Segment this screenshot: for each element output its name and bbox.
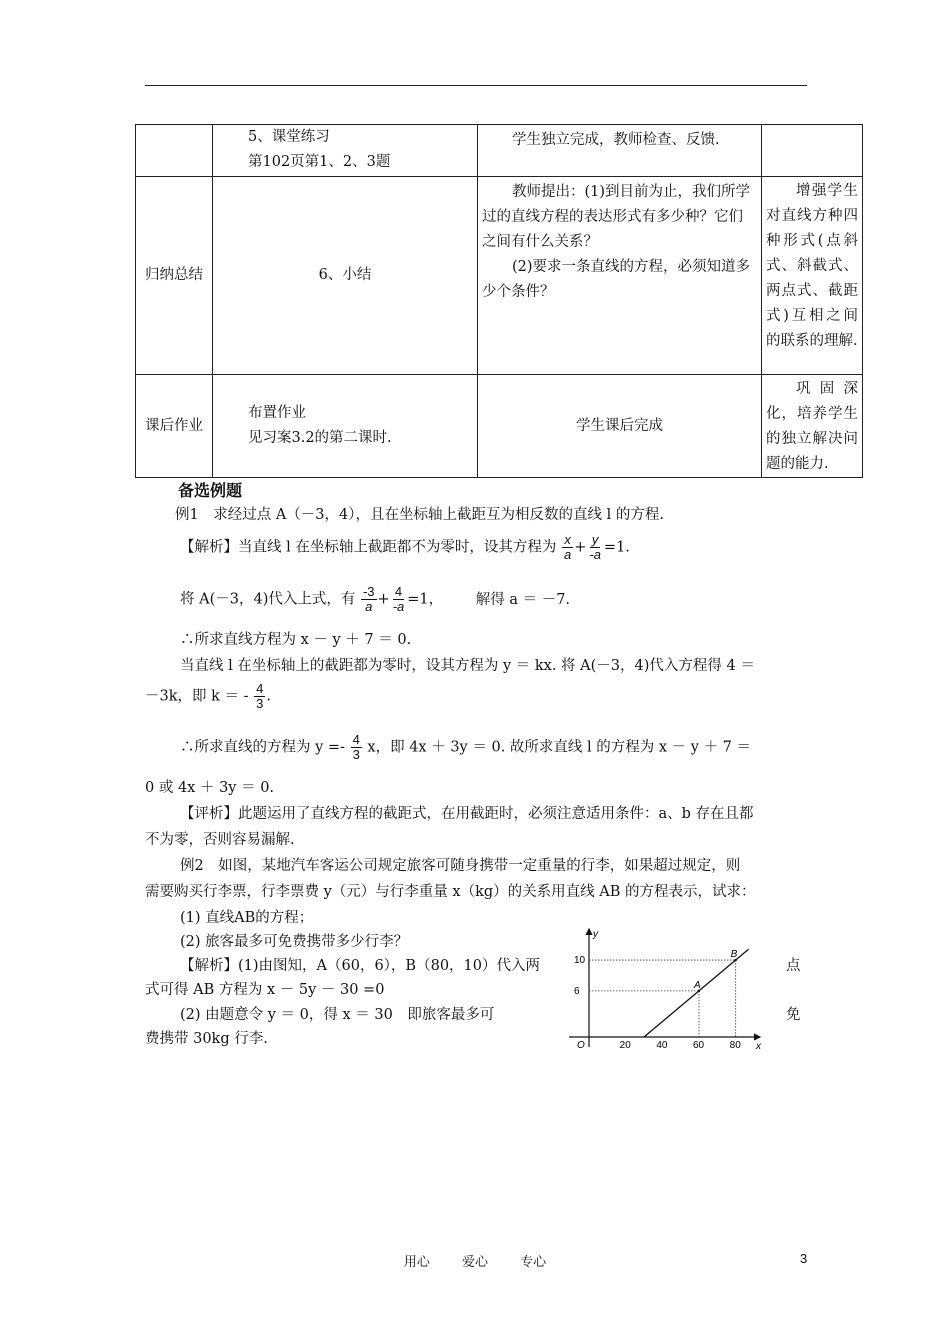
y-axis-label: y xyxy=(593,929,598,940)
summary-question-1: 教师提出：(1)到目前为止，我们所学过的直线方程的表达形式有多少种？它们之间有什么关系？ xyxy=(482,184,751,250)
table-cell xyxy=(213,375,478,478)
summary-title: 6、小结 xyxy=(213,177,478,375)
ex2-answer-1-line2: 式可得 AB 方程为 x － 5y － 30 =0 xyxy=(145,982,385,998)
ex2-answer-2-line1: (2) 由题意令 y ＝ 0，得 x ＝ 30 即旅客最多可 xyxy=(180,1007,495,1023)
y-tick-label: 6 xyxy=(574,985,580,997)
ex1-comment-line1: 【评析】此题运用了直线方程的截距式，在用截距时，必须注意适用条件：a、b 存在且都 xyxy=(180,806,754,822)
section-title: 备选例题 xyxy=(178,481,243,500)
table-cell xyxy=(762,125,863,177)
ex1-comment-line2: 不为零，否则容易漏解. xyxy=(145,832,295,848)
ex1-analysis: 【解析】当直线 l 在坐标轴上截距都不为零时，设其方程为 $\frac{x}{a}$ + $\frac{y}{-a}$ =1. xyxy=(180,532,630,562)
fraction: $\frac{4}{3}$ xyxy=(352,732,360,762)
homework-title: 布置作业 xyxy=(248,405,306,421)
summary-label: 归纳总结 xyxy=(136,177,213,375)
ex1-result-2: ∴所求直线的方程为 y =- $\frac{4}{3}$ x，即 4x ＋ 3y ＝ 0. 故所求直线 l 的方程为 x － y ＋ 7 ＝ xyxy=(180,732,752,762)
ex2-line2: 需要购买行李票，行李票费 y（元）与行李重量 x（kg）的关系用直线 AB 的方程表示，试求： xyxy=(145,884,756,900)
ex1-result-1: ∴所求直线方程为 x － y ＋ 7 ＝ 0. xyxy=(180,632,412,648)
footer-text: 用心 xyxy=(403,1255,430,1270)
fraction: $\frac{4}{3}$ xyxy=(256,681,264,711)
ex2-answer-1-line1: 【解析】(1)由图知，A（60，6），B（80，10）代入两 xyxy=(180,958,540,974)
homework-label: 课后作业 xyxy=(136,375,213,478)
origin-label: O xyxy=(577,1040,585,1051)
fraction: $\frac{4}{-a}$ xyxy=(392,584,405,614)
summary-question-2: (2)要求一条直线的方程，必须知道多少个条件？ xyxy=(482,259,751,300)
table-row xyxy=(136,177,863,375)
luggage-fee-graph xyxy=(565,925,765,1055)
x-tick-label: 80 xyxy=(729,1040,741,1051)
ex1-result-2-line2: 0 或 4x ＋ 3y ＝ 0. xyxy=(145,780,275,796)
footer-text: 爱心 xyxy=(461,1255,488,1270)
summary-purpose: 增强学生对直线方种四种形式(点斜式、斜截式、两点式、截距式)互相之间的联系的理解. xyxy=(766,183,858,349)
ex2-answer-1-right: 点 xyxy=(786,958,801,974)
practice-activity: 学生独立完成，教师检查、反馈. xyxy=(512,132,720,148)
ex2-question-1: (1) 直线AB的方程； xyxy=(180,910,314,926)
homework-purpose: 巩固深化，培养学生的独立解决问题的能力. xyxy=(766,381,858,472)
table-cell xyxy=(762,177,863,375)
footer-text: 专心 xyxy=(520,1255,547,1270)
table-cell xyxy=(213,125,478,177)
practice-pages: 第102页第1、2、3题 xyxy=(248,154,391,170)
ex2-question-2: (2) 旅客最多可免费携带多少行李？ xyxy=(180,934,409,950)
x-axis-label: x xyxy=(756,1041,761,1052)
fraction: $\frac{-3}{a}$ xyxy=(362,584,375,614)
table-cell xyxy=(478,177,762,375)
x-tick-label: 40 xyxy=(656,1040,668,1051)
header-rule xyxy=(145,85,807,86)
x-tick-label: 60 xyxy=(693,1040,705,1051)
point-label: A xyxy=(694,979,701,991)
lesson-table xyxy=(135,124,863,478)
table-cell xyxy=(136,125,213,177)
table-row xyxy=(136,125,863,177)
y-tick-label: 10 xyxy=(574,955,586,967)
ex1-problem: 例1 求经过点 A（－3，4），且在坐标轴上截距互为相反数的直线 l 的方程. xyxy=(175,507,664,523)
homework-activity: 学生课后完成 xyxy=(478,375,762,478)
fraction: $\frac{y}{-a}$ xyxy=(589,532,601,562)
ex1-case2-line2: －3k，即 k ＝ - $\frac{4}{3}$ . xyxy=(145,681,271,711)
ex2-answer-2-right: 免 xyxy=(786,1007,801,1023)
ex1-substitution: 将 A(－3，4)代入上式，有 $\frac{-3}{a}$ + $\frac{4}{-a}$ =1， 解得 a ＝ －7. xyxy=(180,584,571,614)
page-number: 3 xyxy=(800,1251,808,1266)
table-cell xyxy=(762,375,863,478)
point-label: B xyxy=(730,949,738,961)
table-row xyxy=(136,375,863,478)
series-line xyxy=(644,949,749,1037)
ex1-case2-line1: 当直线 l 在坐标轴上的截距都为零时，设其方程为 y ＝ kx. 将 A(－3，4)代入方程得 4 ＝ xyxy=(180,658,755,674)
x-tick-label: 20 xyxy=(619,1040,631,1051)
ex1-analysis-text: 【解析】当直线 l 在坐标轴上截距都不为零时，设其方程为 xyxy=(180,539,557,556)
table-cell xyxy=(478,125,762,177)
fraction: $\frac{x}{a}$ xyxy=(563,532,572,562)
practice-title: 5、课堂练习 xyxy=(248,129,330,145)
footer xyxy=(0,1251,950,1270)
ex2-line1: 例2 如图，某地汽车客运公司规定旅客可随身携带一定重量的行李，如果超过规定，则 xyxy=(180,858,741,874)
homework-detail: 见习案3.2的第二课时. xyxy=(248,430,392,446)
ex2-answer-2-line2: 费携带 30kg 行李. xyxy=(145,1031,268,1047)
